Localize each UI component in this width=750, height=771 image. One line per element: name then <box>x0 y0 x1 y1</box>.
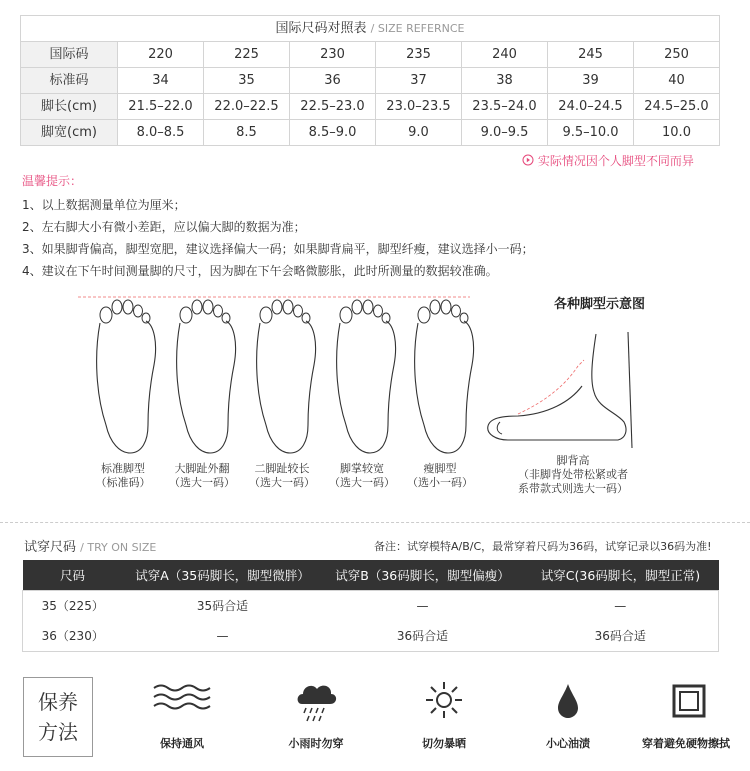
foot-standard-drawing <box>97 300 156 453</box>
size-row <box>21 42 720 68</box>
section-divider <box>0 522 750 523</box>
oil-drop-icon <box>556 683 580 719</box>
high-instep-label: 脚背高 （非脚背处带松紧或者 系带款式则选大一码） <box>518 454 628 495</box>
size-cell: 35 <box>204 68 290 94</box>
size-cell: 22.5–23.0 <box>290 94 376 120</box>
tryon-note: 备注：试穿模特A/B/C，最常穿着尺码为36码，试穿记录以36码为准! <box>374 540 712 553</box>
foot-types-title: 各种脚型示意图 <box>554 297 646 312</box>
high-instep-drawing <box>478 330 658 450</box>
tryon-row <box>23 621 719 652</box>
size-table-title-cn: 国际尺码对照表 <box>275 20 367 36</box>
row-label: 国际码 <box>21 42 118 68</box>
size-cell: 24.0–24.5 <box>548 94 634 120</box>
size-cell: 38 <box>462 68 548 94</box>
tryon-header: 试穿A（35码脚长，脚型微胖） <box>123 560 323 590</box>
tryon-row <box>23 590 719 621</box>
tryon-cell: 36码合适 <box>594 629 646 644</box>
foot-type-label: 脚掌较宽 （选大一码） <box>329 462 395 489</box>
size-cell: 8.5–9.0 <box>290 120 376 146</box>
note-text: 实际情况因个人脚型不同而异 <box>537 154 694 168</box>
tryon-header: 试穿C(36码脚长，脚型正常) <box>523 560 719 590</box>
tryon-cell: — <box>216 628 229 643</box>
care-label: 小心油渍 <box>546 737 590 750</box>
size-cell: 10.0 <box>634 120 720 146</box>
size-table-title <box>21 16 720 42</box>
size-cell: 23.5–24.0 <box>462 94 548 120</box>
tips-title: 温馨提示： <box>22 174 83 188</box>
size-cell: 24.5–25.0 <box>634 94 720 120</box>
size-row <box>21 120 720 146</box>
size-cell: 220 <box>118 42 204 68</box>
size-table-title-en: / SIZE REFERNCE <box>370 21 465 35</box>
foot-type-label: 标准脚型 （标准码） <box>95 462 151 489</box>
tryon-table <box>22 560 719 652</box>
foot-hallux-valgus-drawing <box>177 300 236 453</box>
tryon-cell: 35（225） <box>41 599 104 614</box>
size-row <box>21 68 720 94</box>
size-cell: 8.5 <box>204 120 290 146</box>
size-cell: 34 <box>118 68 204 94</box>
tryon-cell: 36码合适 <box>396 629 449 644</box>
size-cell: 36 <box>290 68 376 94</box>
size-cell: 9.0–9.5 <box>462 120 548 146</box>
tip-item: 1、以上数据测量单位为厘米； <box>22 198 186 212</box>
size-cell: 22.0–22.5 <box>204 94 290 120</box>
tip-item: 3、如果脚背偏高，脚型宽肥，建议选择偏大一码；如果脚背扁平，脚型纤瘦，建议选择小一码； <box>22 242 534 256</box>
size-cell: 40 <box>634 68 720 94</box>
foot-types-illustration <box>70 285 480 460</box>
wind-wave-icon <box>152 683 212 711</box>
tryon-cell: 36（230） <box>41 629 104 644</box>
size-cell: 235 <box>376 42 462 68</box>
size-cell: 225 <box>204 42 290 68</box>
care-label: 保持通风 <box>160 737 204 750</box>
size-cell: 230 <box>290 42 376 68</box>
care-label: 穿着避免硬物擦拭 <box>642 737 730 750</box>
row-label: 脚宽(cm) <box>21 120 118 146</box>
row-label: 脚长(cm) <box>21 94 118 120</box>
tryon-header-row <box>23 560 719 590</box>
note-link <box>522 152 694 169</box>
care-title: 保养 方法 <box>38 690 78 744</box>
size-row <box>21 94 720 120</box>
tryon-header: 尺码 <box>23 560 123 590</box>
size-cell: 240 <box>462 42 548 68</box>
tryon-title-cn: 试穿尺码 <box>24 540 77 555</box>
size-cell: 9.5–10.0 <box>548 120 634 146</box>
size-cell: 39 <box>548 68 634 94</box>
size-cell: 37 <box>376 68 462 94</box>
foot-slim-drawing <box>415 300 474 453</box>
foot-wide-forefoot-drawing <box>337 300 396 453</box>
tryon-cell: 35码合适 <box>196 599 249 614</box>
tryon-header: 试穿B（36码脚长，脚型偏瘦） <box>323 560 523 590</box>
foot-long-second-toe-drawing <box>257 300 316 453</box>
care-label: 切勿暴晒 <box>422 737 466 750</box>
foot-type-label: 瘦脚型 （选小一码） <box>407 462 473 489</box>
care-title-box <box>23 677 93 757</box>
size-reference-table <box>20 15 720 146</box>
size-table-title-row <box>21 16 720 42</box>
size-cell: 250 <box>634 42 720 68</box>
tip-item: 4、建议在下午时间测量脚的尺寸，因为脚在下午会略微膨胀，此时所测量的数据较准确。 <box>22 264 498 278</box>
square-frame-icon <box>672 684 706 718</box>
tryon-title-en: / TRY ON SIZE <box>80 541 157 554</box>
size-cell: 245 <box>548 42 634 68</box>
size-cell: 23.0–23.5 <box>376 94 462 120</box>
size-cell: 8.0–8.5 <box>118 120 204 146</box>
size-cell: 21.5–22.0 <box>118 94 204 120</box>
care-label: 小雨时勿穿 <box>288 737 344 750</box>
rain-cloud-icon <box>294 680 338 726</box>
tip-item: 2、左右脚大小有微小差距，应以偏大脚的数据为准； <box>22 220 306 234</box>
row-label: 标准码 <box>21 68 118 94</box>
foot-type-label: 大脚趾外翻 （选大一码） <box>169 462 235 489</box>
play-circle-icon <box>522 154 534 166</box>
tryon-title <box>24 536 156 555</box>
tryon-cell: — <box>416 598 429 613</box>
size-cell: 9.0 <box>376 120 462 146</box>
sun-icon <box>424 680 464 720</box>
foot-type-label: 二脚趾较长 （选大一码） <box>249 462 315 489</box>
tryon-cell: — <box>614 598 627 613</box>
